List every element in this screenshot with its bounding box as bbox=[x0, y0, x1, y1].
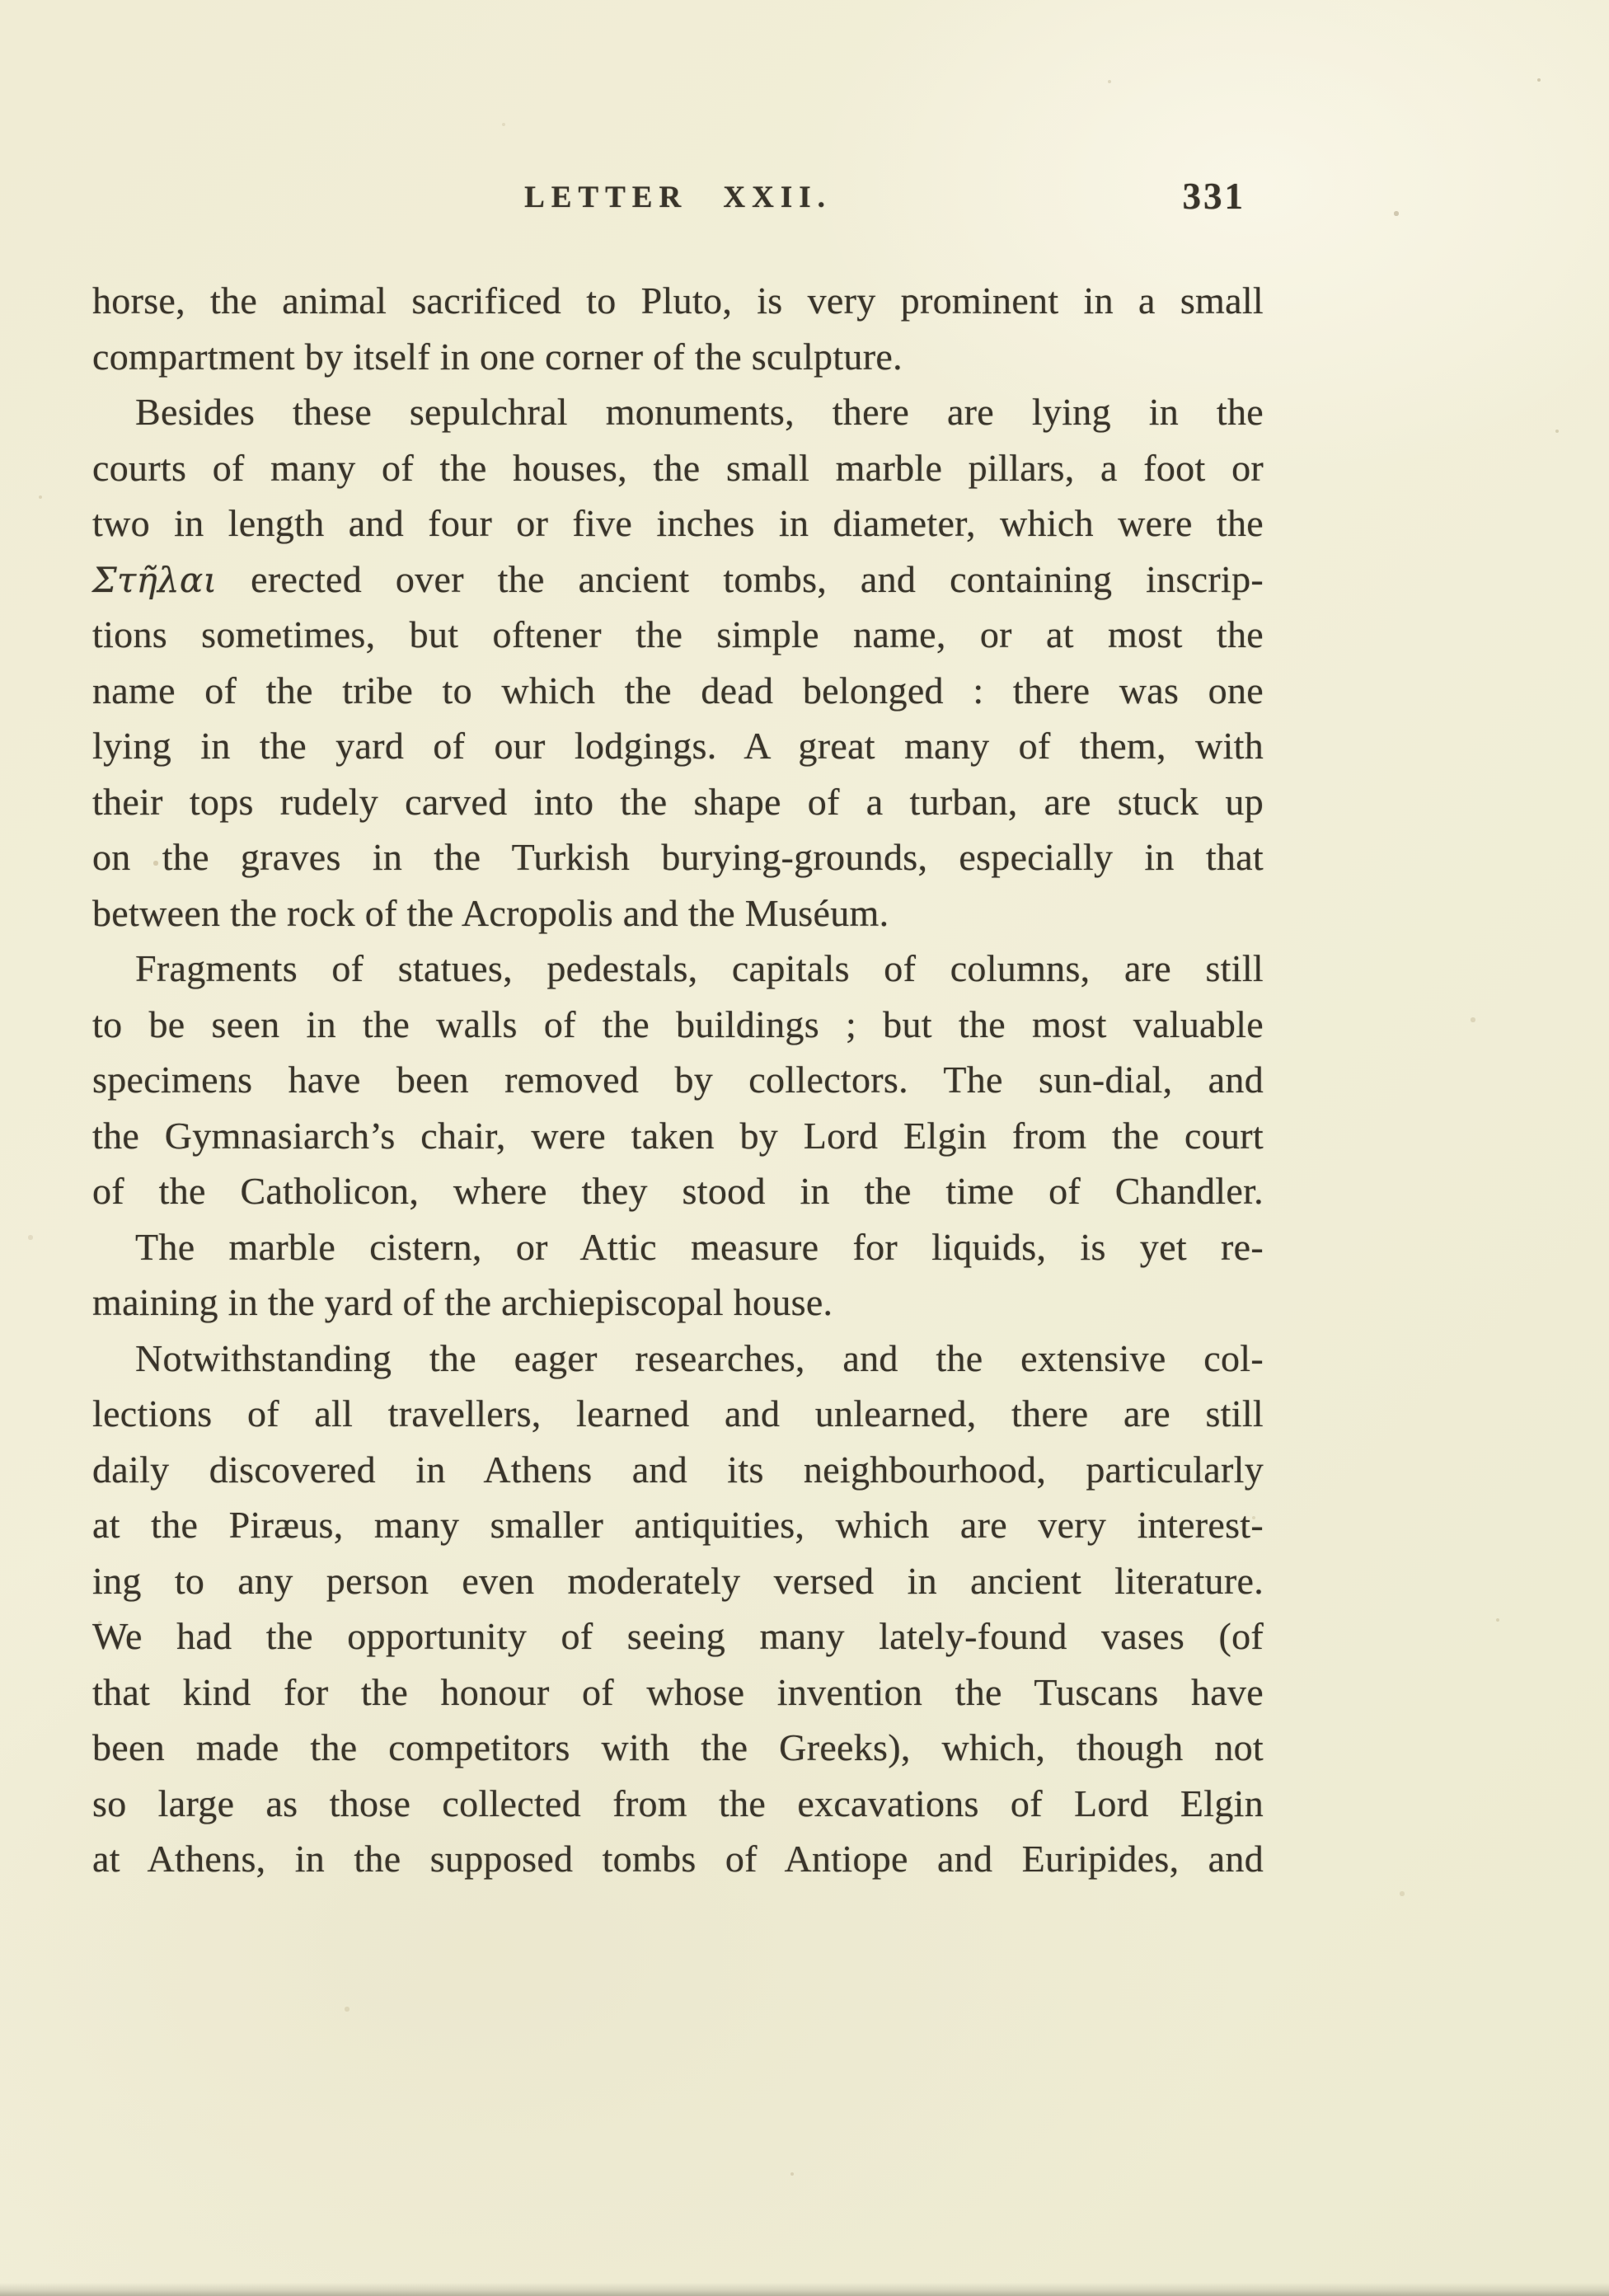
text-line bbox=[92, 1163, 1264, 1219]
text-line bbox=[92, 1776, 1264, 1832]
text-line bbox=[92, 885, 1264, 941]
text-line bbox=[92, 1331, 1264, 1387]
text-segment: The marble cistern, or Attic measure for liquids, is yet re- bbox=[135, 1225, 1264, 1268]
text-segment: that kind for the honour of whose invention the Tuscans have bbox=[92, 1670, 1264, 1713]
text-segment: tions sometimes, but oftener the simple name, or at most the bbox=[92, 613, 1264, 655]
text-segment: at Athens, in the supposed tombs of Antiope and Euripides, and bbox=[92, 1838, 1264, 1880]
paper-texture bbox=[0, 0, 2, 2]
text-segment: maining in the yard of the archiepiscopal house. bbox=[92, 1281, 833, 1323]
text-line bbox=[92, 607, 1264, 663]
scan-edge-shadow bbox=[0, 2283, 1609, 2296]
text-line bbox=[92, 552, 1264, 608]
text-line bbox=[92, 1664, 1264, 1721]
text-segment: lections of all travellers, learned and unlearned, there are still bbox=[92, 1392, 1264, 1434]
text-segment: horse, the animal sacrificed to Pluto, is very prominent in a small bbox=[92, 279, 1264, 322]
text-segment: on the graves in the Turkish burying-grounds, especially in that bbox=[92, 836, 1264, 878]
text-segment: Besides these sepulchral monuments, there are lying in the bbox=[135, 391, 1264, 433]
text-line bbox=[92, 1442, 1264, 1498]
text-segment: between the rock of the Acropolis and the Muséum. bbox=[92, 891, 889, 934]
text-line bbox=[92, 1275, 1264, 1331]
text-line bbox=[92, 1386, 1264, 1442]
text-segment: erected over the ancient tombs, and containing inscrip- bbox=[217, 557, 1264, 600]
text-line bbox=[92, 1497, 1264, 1553]
body-text bbox=[92, 273, 1264, 1887]
text-segment: compartment by itself in one corner of the sculpture. bbox=[92, 335, 903, 378]
text-segment: Fragments of statues, pedestals, capitals of columns, are still bbox=[135, 947, 1264, 989]
text-line bbox=[92, 440, 1264, 496]
text-line bbox=[92, 718, 1264, 774]
text-line bbox=[92, 774, 1264, 830]
text-line bbox=[92, 829, 1264, 885]
text-line bbox=[92, 273, 1264, 329]
text-segment: daily discovered in Athens and its neighbourhood, particularly bbox=[92, 1448, 1264, 1491]
greek-word: Στῆλαι bbox=[92, 559, 218, 600]
text-segment: specimens have been removed by collectors. The sun-dial, and bbox=[92, 1059, 1264, 1101]
text-line bbox=[92, 495, 1264, 552]
text-segment: the Gymnasiarch’s chair, were taken by Lord Elgin from the court bbox=[92, 1114, 1264, 1157]
text-line bbox=[92, 1108, 1264, 1164]
text-segment: name of the tribe to which the dead belonged : there was one bbox=[92, 669, 1264, 711]
text-segment: lying in the yard of our lodgings. A great many of them, with bbox=[92, 725, 1264, 767]
text-segment: of the Catholicon, where they stood in the time of Chandler. bbox=[92, 1170, 1264, 1212]
text-line bbox=[92, 997, 1264, 1053]
text-line bbox=[92, 1553, 1264, 1609]
running-head bbox=[92, 176, 1264, 229]
text-line bbox=[92, 329, 1264, 385]
text-segment: so large as those collected from the excavations of Lord Elgin bbox=[92, 1782, 1264, 1824]
text-line bbox=[92, 384, 1264, 440]
text-segment: two in length and four or five inches in diameter, which were the bbox=[92, 502, 1264, 544]
text-segment: Notwithstanding the eager researches, and the extensive col- bbox=[135, 1336, 1264, 1379]
text-segment: their tops rudely carved into the shape of a turban, are stuck up bbox=[92, 780, 1264, 823]
text-line bbox=[92, 1608, 1264, 1664]
text-segment: at the Piræus, many smaller antiquities, which are very interest- bbox=[92, 1504, 1264, 1546]
text-line bbox=[92, 1052, 1264, 1108]
chapter-heading: LETTER XXII. bbox=[524, 181, 832, 214]
text-line bbox=[92, 1720, 1264, 1776]
text-line bbox=[92, 663, 1264, 719]
text-segment: to be seen in the walls of the buildings ; but the most valuable bbox=[92, 1002, 1264, 1045]
text-segment: been made the competitors with the Greeks), which, though not bbox=[92, 1726, 1264, 1768]
text-segment: ing to any person even moderately versed in ancient literature. bbox=[92, 1559, 1264, 1602]
page-number: 331 bbox=[1182, 176, 1245, 217]
text-segment: courts of many of the houses, the small marble pillars, a foot or bbox=[92, 446, 1264, 489]
text-line bbox=[92, 1831, 1264, 1887]
text-segment: We had the opportunity of seeing many lately-found vases (of bbox=[92, 1615, 1264, 1657]
text-line bbox=[92, 1219, 1264, 1275]
text-line bbox=[92, 941, 1264, 997]
